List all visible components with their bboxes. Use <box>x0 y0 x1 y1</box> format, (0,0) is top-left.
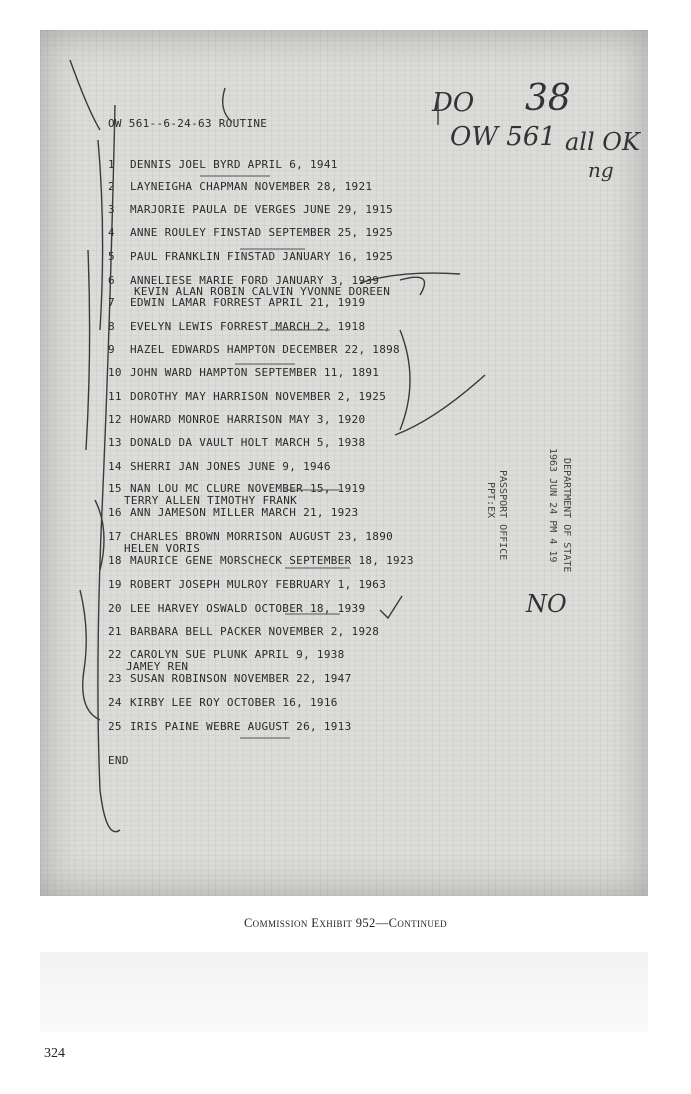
handwritten-38: 38 <box>525 78 571 119</box>
entry-number: 1 <box>108 158 115 171</box>
entry-number: 24 <box>108 696 122 709</box>
entry-text: SHERRI JAN JONES JUNE 9, 1946 <box>130 460 331 473</box>
entry-text: DENNIS JOEL BYRD APRIL 6, 1941 <box>130 158 338 171</box>
entry-text: ROBERT JOSEPH MULROY FEBRUARY 1, 1963 <box>130 578 387 591</box>
entry-line <box>108 226 393 239</box>
entry-text: ANNELIESE MARIE FORD JANUARY 3, 1939 <box>130 274 380 287</box>
entry-number: 3 <box>108 203 115 216</box>
entry-line <box>108 602 365 615</box>
entry-text: HAZEL EDWARDS HAMPTON DECEMBER 22, 1898 <box>130 343 400 356</box>
entry-text: HELEN VORIS <box>124 542 201 555</box>
entry-line <box>108 343 400 356</box>
entry-text: ANNE ROULEY FINSTAD SEPTEMBER 25, 1925 <box>130 226 394 239</box>
entry-text: CAROLYN SUE PLUNK APRIL 9, 1938 <box>130 648 345 661</box>
scanned-teletype-document <box>40 30 648 896</box>
entry-text: CHARLES BROWN MORRISON AUGUST 23, 1890 <box>130 530 394 543</box>
entry-text: LEE HARVEY OSWALD OCTOBER 18, 1939 <box>130 602 366 615</box>
entry-number: 4 <box>108 226 115 239</box>
entry-text: JOHN WARD HAMPTON SEPTEMBER 11, 1891 <box>130 366 380 379</box>
entry-number: 10 <box>108 366 122 379</box>
entry-line <box>108 366 379 379</box>
entry-line <box>108 296 365 309</box>
entry-line <box>108 672 352 685</box>
stamp-line-1: DEPARTMENT OF STATE <box>561 458 572 573</box>
entry-text: KEVIN ALAN ROBIN CALVIN YVONNE DOREEN <box>134 285 391 298</box>
entry-line <box>108 460 331 473</box>
entry-number: 14 <box>108 460 122 473</box>
entry-text: ANN JAMESON MILLER MARCH 21, 1923 <box>130 506 359 519</box>
exhibit-caption: Commission Exhibit 952—Continued <box>243 916 448 930</box>
bleed-through-strip <box>40 952 648 1032</box>
entry-number: 23 <box>108 672 122 685</box>
entry-text: NAN LOU MC CLURE NOVEMBER 15, 1919 <box>130 482 366 495</box>
entry-line <box>108 436 365 449</box>
entry-text: EDWIN LAMAR FORREST APRIL 21, 1919 <box>130 296 366 309</box>
entry-text: KIRBY LEE ROY OCTOBER 16, 1916 <box>130 696 338 709</box>
header-line: OW 561--6-24-63 ROUTINE <box>108 117 268 130</box>
entry-text: HOWARD MONROE HARRISON MAY 3, 1920 <box>130 413 366 426</box>
entry-line <box>108 696 338 709</box>
entry-text: BARBARA BELL PACKER NOVEMBER 2, 1928 <box>130 625 380 638</box>
entry-text: DOROTHY MAY HARRISON NOVEMBER 2, 1925 <box>130 390 387 403</box>
handwritten-no: NO <box>526 590 567 618</box>
entry-line <box>108 390 386 403</box>
entry-line <box>108 720 352 733</box>
entry-number: 17 <box>108 530 122 543</box>
handwritten-all-ok: all OK <box>565 128 640 156</box>
entry-number: 8 <box>108 320 115 333</box>
end-marker: END <box>108 754 129 767</box>
entry-line <box>108 203 393 216</box>
entry-number: 18 <box>108 554 122 567</box>
entry-line <box>108 554 414 567</box>
entry-number: 5 <box>108 250 115 263</box>
entry-number: 2 <box>108 180 115 193</box>
entry-number: 12 <box>108 413 122 426</box>
entry-number: 7 <box>108 296 115 309</box>
entry-text: IRIS PAINE WEBRE AUGUST 26, 1913 <box>130 720 352 733</box>
entry-number: 11 <box>108 390 122 403</box>
entry-text: LAYNEIGHA CHAPMAN NOVEMBER 28, 1921 <box>130 180 373 193</box>
entry-text: PAUL FRANKLIN FINSTAD JANUARY 16, 1925 <box>130 250 394 263</box>
entry-number: 19 <box>108 578 122 591</box>
entry-number: 16 <box>108 506 122 519</box>
entry-number: 21 <box>108 625 122 638</box>
entry-line <box>108 506 358 519</box>
entry-line <box>108 320 365 333</box>
entry-text: TERRY ALLEN TIMOTHY FRANK <box>124 494 298 507</box>
entry-number: 13 <box>108 436 122 449</box>
entry-text: MARJORIE PAULA DE VERGES JUNE 29, 1915 <box>130 203 394 216</box>
page-number: 324 <box>44 1046 65 1061</box>
entry-line <box>108 578 386 591</box>
entry-number: 9 <box>108 343 115 356</box>
handwritten-ow561: OW 561 <box>450 122 556 152</box>
entry-line <box>108 413 365 426</box>
stamp-line-3: PASSPORT OFFICE <box>497 470 508 561</box>
entry-line <box>108 158 338 171</box>
entry-text: MAURICE GENE MORSCHECK SEPTEMBER 18, 1923 <box>130 554 414 567</box>
entry-line <box>108 250 393 263</box>
stamp-line-4: PPT:EX <box>485 482 496 519</box>
entry-number: 15 <box>108 482 122 495</box>
entry-line <box>108 625 379 638</box>
stamp-line-2: 1963 JUN 24 PM 4 19 <box>547 448 558 563</box>
entry-text: SUSAN ROBINSON NOVEMBER 22, 1947 <box>130 672 352 685</box>
entry-text: EVELYN LEWIS FORREST MARCH 2, 1918 <box>130 320 366 333</box>
entry-number: 22 <box>108 648 122 661</box>
handwritten-ng: ng <box>588 158 614 182</box>
handwritten-do: DO <box>432 88 475 118</box>
entry-number: 25 <box>108 720 122 733</box>
entry-line <box>108 180 372 193</box>
entry-number: 6 <box>108 274 115 287</box>
entry-text: DONALD DA VAULT HOLT MARCH 5, 1938 <box>130 436 366 449</box>
entry-number: 20 <box>108 602 122 615</box>
entry-text: JAMEY REN <box>126 660 189 673</box>
